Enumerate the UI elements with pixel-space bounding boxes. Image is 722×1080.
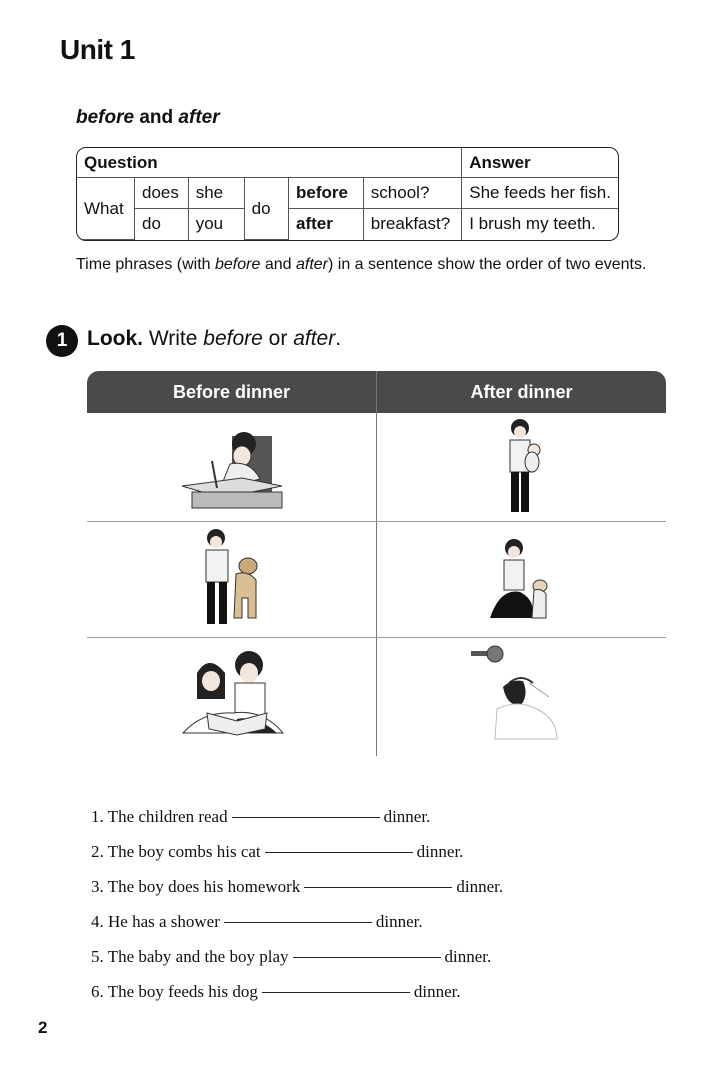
cell-noun: school?: [363, 178, 461, 209]
cell-time-word: after: [289, 209, 364, 240]
answer-blank[interactable]: [262, 992, 410, 993]
unit-title: Unit 1: [60, 34, 135, 65]
instruction-look: Look.: [87, 327, 143, 350]
grammar-table: [76, 147, 619, 241]
cell-aux: does: [134, 178, 188, 209]
explanation-part: and: [260, 256, 296, 273]
sentence-3: [91, 877, 503, 897]
table-header-row: [77, 148, 618, 178]
exercise-instruction: [87, 327, 341, 351]
cell-noun: breakfast?: [363, 209, 461, 240]
answer-header: Answer: [462, 148, 618, 178]
cell-answer: She feeds her fish.: [462, 178, 618, 209]
sentence-text: 2. The boy combs his cat: [91, 842, 261, 861]
sentence-4: [91, 912, 423, 932]
sentence-text: 6. The boy feeds his dog: [91, 982, 258, 1001]
grid-divider: [87, 637, 666, 638]
explanation-part: ) in a sentence show the order of two events.: [327, 256, 647, 273]
sentence-end: dinner.: [416, 842, 464, 861]
children-reading-icon: [87, 643, 376, 748]
explanation-part: Time phrases (with: [76, 256, 215, 273]
cell-subject: you: [188, 209, 244, 240]
cell-time-word: before: [289, 178, 364, 209]
boy-combing-cat-icon: [377, 526, 666, 631]
heading-and: and: [134, 107, 179, 128]
table-row: [77, 209, 618, 240]
heading-before: before: [76, 107, 135, 128]
instruction-text: .: [335, 327, 342, 350]
grid-divider: [87, 521, 666, 522]
picture-grid: [87, 371, 666, 756]
answer-blank[interactable]: [232, 817, 380, 818]
sentence-end: dinner.: [444, 947, 492, 966]
sentence-text: 4. He has a shower: [91, 912, 220, 931]
sentence-5: [91, 947, 491, 967]
instruction-text: Write: [143, 327, 204, 350]
answer-blank[interactable]: [304, 887, 452, 888]
instruction-after: after: [293, 327, 336, 350]
cell-aux: do: [134, 209, 188, 240]
sentence-end: dinner.: [383, 807, 431, 826]
sentence-2: [91, 842, 463, 862]
sentence-end: dinner.: [456, 877, 504, 896]
instruction-text: or: [262, 327, 294, 350]
column-before-dinner: Before dinner: [172, 382, 291, 402]
section-heading: [76, 107, 220, 129]
table-row: [77, 178, 618, 209]
answer-blank[interactable]: [293, 957, 441, 958]
heading-after: after: [178, 107, 220, 128]
exercise-number-badge: 1: [46, 325, 78, 357]
sentence-1: [91, 807, 430, 827]
sentence-end: dinner.: [413, 982, 461, 1001]
explanation-before: before: [215, 256, 261, 273]
sentence-text: 5. The baby and the boy play: [91, 947, 289, 966]
cell-subject: she: [188, 178, 244, 209]
explanation-text: [76, 256, 646, 274]
column-after-dinner: After dinner: [470, 382, 573, 402]
cell-do: do: [244, 178, 288, 240]
cell-what: What: [77, 178, 134, 240]
sentence-6: [91, 982, 461, 1002]
instruction-before: before: [203, 327, 263, 350]
explanation-after: after: [295, 256, 328, 273]
sentence-text: 1. The children read: [91, 807, 228, 826]
girl-showering-icon: [377, 643, 666, 748]
boy-holding-baby-icon: [377, 416, 666, 521]
page-number: 2: [38, 1018, 48, 1037]
answer-blank[interactable]: [265, 852, 413, 853]
question-header: Question: [77, 148, 462, 178]
sentence-text: 3. The boy does his homework: [91, 877, 301, 896]
girl-doing-homework-icon: [87, 416, 376, 521]
sentence-end: dinner.: [375, 912, 423, 931]
boy-with-dog-icon: [87, 526, 376, 631]
answer-blank[interactable]: [224, 922, 372, 923]
cell-answer: I brush my teeth.: [462, 209, 618, 240]
